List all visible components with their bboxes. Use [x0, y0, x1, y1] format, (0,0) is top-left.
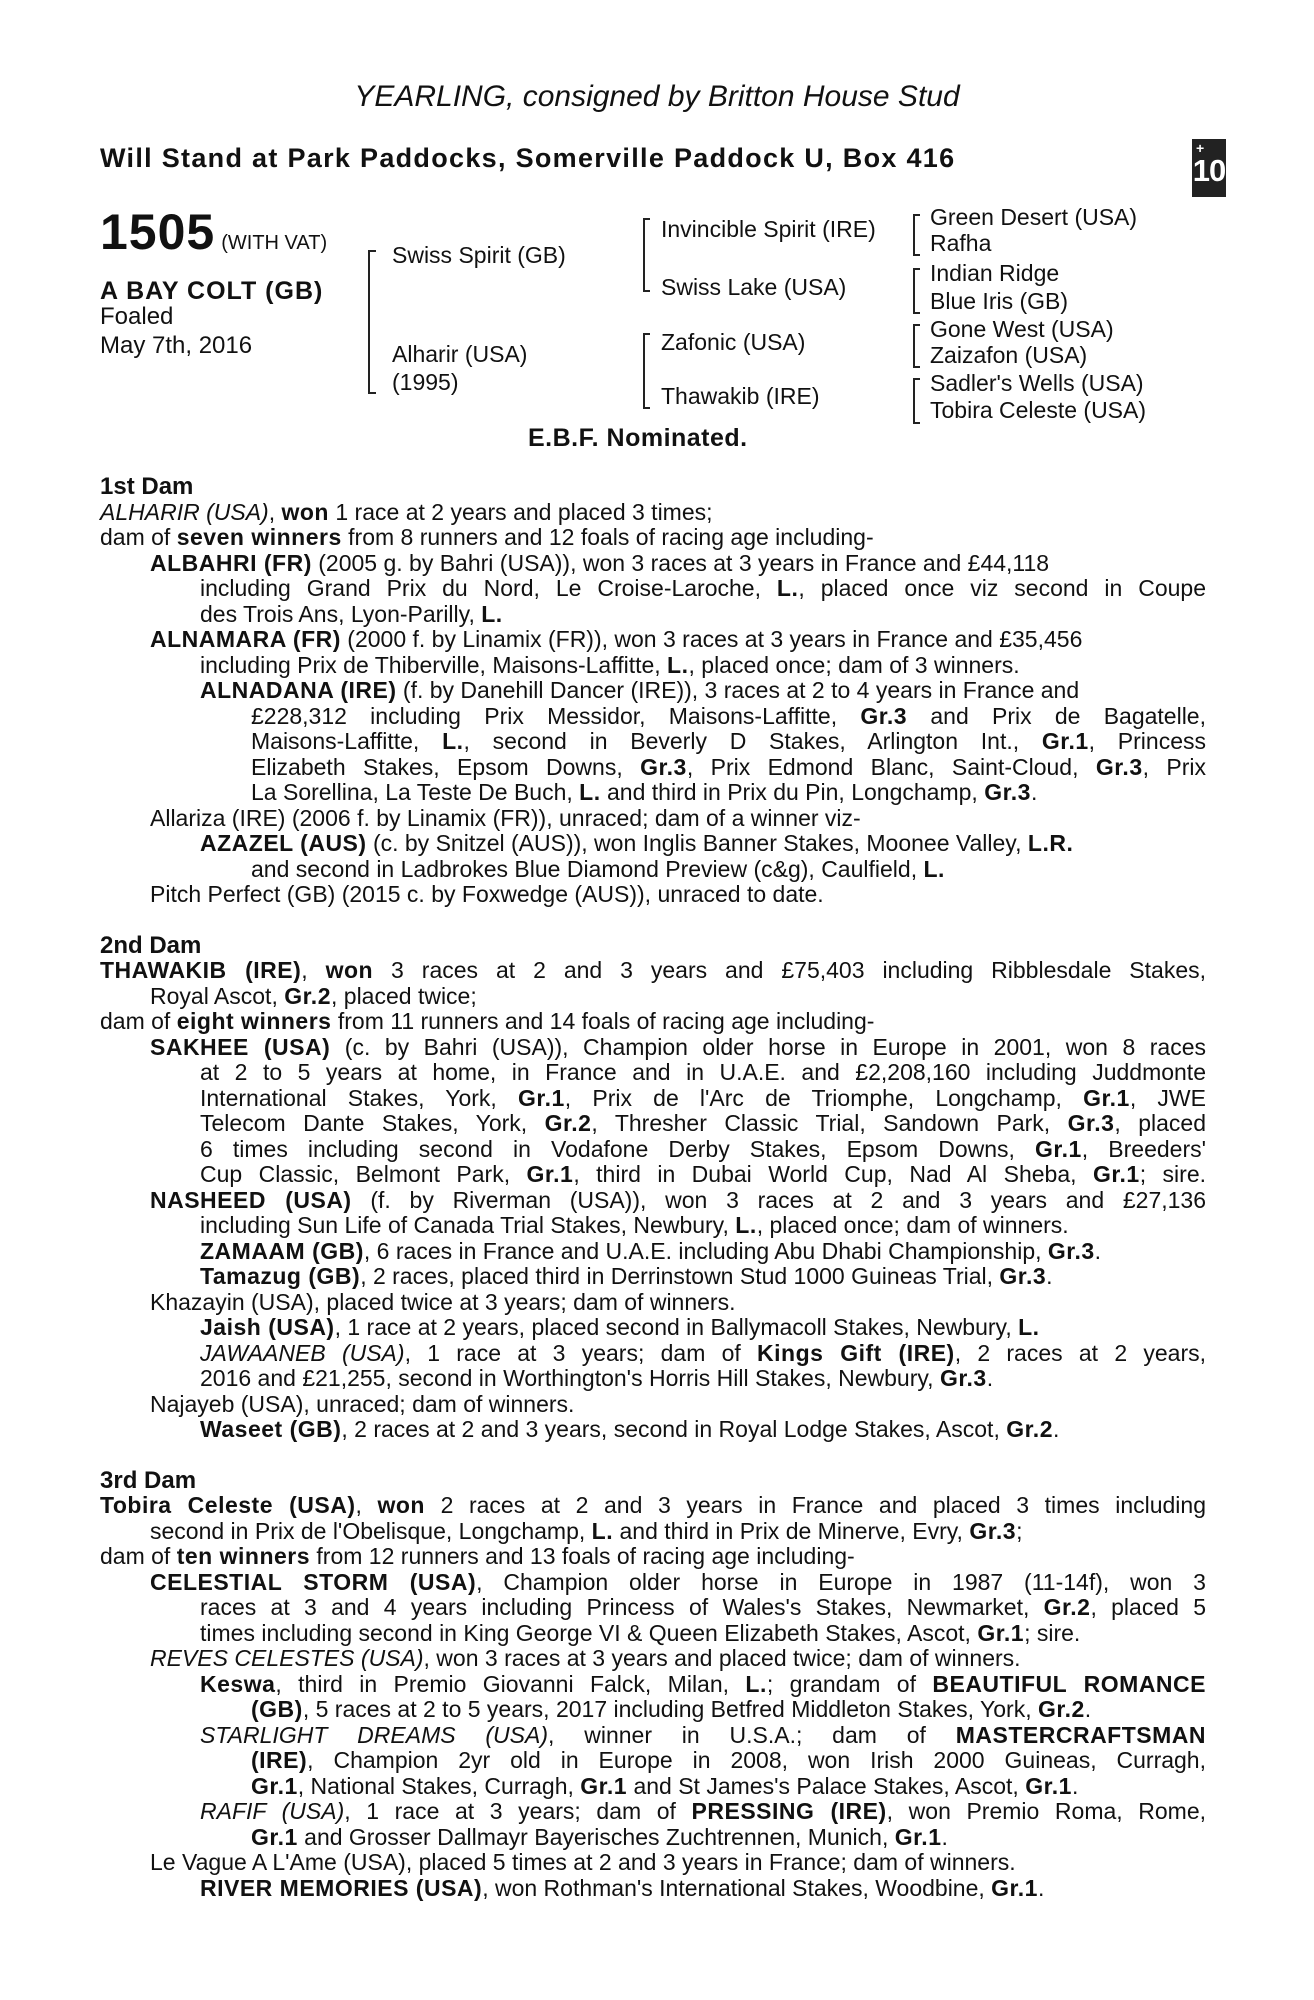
- pedigree-brace-g3d: [913, 378, 920, 424]
- line-text: £228,312 including Prix Messidor, Maisons-Laffitte,: [251, 702, 861, 729]
- pedigree-dam-year: (1995): [392, 369, 459, 395]
- lot-description: A BAY COLT (GB): [100, 277, 324, 305]
- second-dam-heading: 2nd Dam: [100, 931, 202, 959]
- line-text: dam of: [100, 524, 177, 550]
- line-text: .: [1046, 1263, 1053, 1289]
- line-text: , 1 race at 2 years, placed second in Ballymacoll Stakes, Newbury,: [334, 1314, 1019, 1340]
- line-text: 2016 and £21,255, second in Worthington's Horris Hill Stakes, Newbury,: [200, 1365, 940, 1391]
- emphasis-text: won: [377, 1492, 425, 1518]
- emphasis-text: Gr.3: [860, 702, 908, 729]
- second-dam-line: [100, 1137, 1206, 1163]
- emphasis-text: ALBAHRI (FR): [150, 549, 312, 576]
- third-dam-line: [100, 1748, 1206, 1774]
- pedigree-g3-2: Rafha: [930, 230, 992, 256]
- line-text: (c. by Snitzel (AUS)), won Inglis Banner Stakes, Moonee Valley,: [366, 830, 1028, 856]
- emphasis-text: Gr.1: [1025, 1772, 1072, 1799]
- line-text: , placed: [1114, 1110, 1207, 1136]
- line-text: .: [941, 1823, 948, 1850]
- third-dam-line: [100, 1850, 1206, 1876]
- emphasis-text: Gr.3: [984, 779, 1031, 805]
- line-text: and second in Ladbrokes Blue Diamond Preview (c&g), Caulfield,: [251, 855, 924, 882]
- second-dam-line: [100, 1392, 1206, 1418]
- pedigree-granddam-sire: Swiss Lake (USA): [661, 274, 847, 300]
- badge-plus: +: [1196, 140, 1205, 156]
- line-text: , won 3 races at 3 years and placed twice; dam of winners.: [423, 1645, 1021, 1671]
- line-text: , National Stakes, Curragh,: [297, 1772, 581, 1799]
- emphasis-text: Gr.1: [977, 1619, 1025, 1646]
- catalogue-body: [100, 474, 1206, 1901]
- pedigree-brace-g3b: [913, 268, 920, 314]
- line-text: , 1 race at 3 years; dam of: [344, 1798, 692, 1824]
- line-text: , 2 races at 2 and 3 years, second in Royal Lodge Stakes, Ascot,: [341, 1416, 1007, 1442]
- line-text: La Sorellina, La Teste De Buch,: [251, 779, 580, 805]
- emphasis-text: THAWAKIB (IRE): [100, 957, 302, 983]
- third-dam-line: [100, 1774, 1206, 1800]
- emphasis-text: ten winners: [176, 1543, 311, 1569]
- line-text: RAFIF (USA): [200, 1798, 345, 1824]
- first-dam-heading: 1st Dam: [100, 473, 194, 500]
- emphasis-text: ZAMAAM (GB): [200, 1237, 364, 1264]
- emphasis-text: won: [325, 957, 374, 983]
- pedigree-brace-g3c: [913, 324, 920, 368]
- third-dam-line: [100, 1876, 1206, 1902]
- pedigree-sire: Swiss Spirit (GB): [392, 242, 566, 268]
- first-dam-line: [100, 831, 1206, 857]
- line-text: (c. by Bahri (USA)), Champion older horse in Europe in 2001, won 8 races: [330, 1033, 1207, 1060]
- first-dam-line: [100, 551, 1206, 577]
- second-dam-line: [100, 1213, 1206, 1239]
- emphasis-text: Gr.1: [1083, 1084, 1130, 1111]
- line-text: , placed twice;: [331, 982, 477, 1009]
- line-text: dam of: [100, 1543, 177, 1569]
- line-text: 2 races at 2 and 3 years in France and placed 3 times including: [424, 1492, 1206, 1518]
- line-text: , Prix Edmond Blanc, Saint-Cloud,: [686, 753, 1096, 780]
- third-dam-line: [100, 1570, 1206, 1596]
- line-text: (f. by Riverman (USA)), won 3 races at 2 and 3 years and £27,136: [351, 1186, 1206, 1213]
- first-dam-line: [100, 729, 1206, 755]
- emphasis-text: ALNADANA (IRE): [200, 677, 397, 703]
- emphasis-text: L.: [442, 728, 464, 754]
- lot-badge: [1192, 139, 1226, 197]
- third-dam-line: [100, 1646, 1206, 1672]
- line-text: Najayeb (USA), unraced; dam of winners.: [150, 1390, 575, 1417]
- emphasis-text: SAKHEE (USA): [150, 1033, 331, 1060]
- line-text: and third in Prix de Minerve, Evry,: [613, 1517, 970, 1544]
- line-text: , Prix de l'Arc de Triomphe, Longchamp,: [564, 1084, 1084, 1111]
- line-text: REVES CELESTES (USA): [150, 1645, 424, 1671]
- line-text: STARLIGHT DREAMS (USA): [200, 1721, 549, 1748]
- emphasis-text: Gr.1: [251, 1772, 298, 1799]
- emphasis-text: BEAUTIFUL ROMANCE: [932, 1670, 1206, 1697]
- first-dam-line: [100, 627, 1206, 653]
- line-text: Pitch Perfect (GB) (2015 c. by Foxwedge (AUS)), unraced to date.: [150, 881, 824, 907]
- line-text: , 6 races in France and U.A.E. including Abu Dhabi Championship,: [363, 1237, 1048, 1264]
- line-text: including Prix de Thiberville, Maisons-Laffitte,: [200, 651, 668, 678]
- emphasis-text: L.: [481, 600, 503, 627]
- pedigree-brace-g3a: [913, 214, 920, 256]
- pedigree-g3-8: Tobira Celeste (USA): [930, 397, 1147, 423]
- line-text: and St James's Palace Stakes, Ascot,: [627, 1772, 1026, 1799]
- emphasis-text: eight winners: [176, 1008, 332, 1034]
- page-header-title: YEARLING, consigned by Britton House Stud: [354, 80, 960, 113]
- emphasis-text: Keswa: [200, 1670, 276, 1697]
- line-text: .: [1071, 1772, 1079, 1799]
- line-text: .: [1094, 1237, 1102, 1264]
- foaled-label: Foaled: [100, 303, 174, 330]
- pedigree-g3-5: Gone West (USA): [930, 316, 1114, 342]
- line-text: .: [986, 1365, 994, 1391]
- stand-location: Will Stand at Park Paddocks, Somerville Paddock U, Box 416: [100, 143, 956, 173]
- emphasis-text: CELESTIAL STORM (USA): [150, 1568, 477, 1595]
- line-text: ; grandam of: [766, 1670, 933, 1697]
- third-dam-line: [100, 1799, 1206, 1825]
- third-dam-line: [100, 1723, 1206, 1749]
- third-dam-line: [100, 1595, 1206, 1621]
- line-text: , JWE: [1129, 1084, 1206, 1111]
- third-dam-line: [100, 1493, 1206, 1519]
- second-dam-line: [100, 1035, 1206, 1061]
- line-text: Le Vague A L'Ame (USA), placed 5 times at 2 and 3 years in France; dam of winners.: [150, 1849, 1016, 1875]
- line-text: ,: [301, 957, 326, 983]
- line-text: , winner in U.S.A.; dam of: [548, 1721, 956, 1748]
- first-dam-line: [100, 602, 1206, 628]
- line-text: and Prix de Bagatelle,: [907, 702, 1206, 729]
- line-text: including Sun Life of Canada Trial Stakes, Newbury,: [200, 1212, 736, 1238]
- second-dam-line: [100, 1239, 1206, 1265]
- third-dam-line: [100, 1825, 1206, 1851]
- line-text: , Breeders': [1081, 1135, 1206, 1162]
- line-text: from 8 runners and 12 foals of racing age including-: [341, 524, 874, 550]
- second-dam-line: [100, 1086, 1206, 1112]
- second-dam-line: [100, 1009, 1206, 1035]
- line-text: from 11 runners and 14 foals of racing age including-: [331, 1008, 875, 1034]
- emphasis-text: Gr.3: [1067, 1110, 1115, 1136]
- first-dam-line: [100, 882, 1206, 908]
- line-text: des Trois Ans, Lyon-Parilly,: [200, 600, 482, 627]
- emphasis-text: Gr.3: [1047, 1237, 1095, 1264]
- emphasis-text: Gr.1: [894, 1823, 942, 1850]
- foaled-info: [100, 302, 252, 360]
- emphasis-text: L.: [735, 1212, 757, 1238]
- line-text: .: [1030, 779, 1038, 805]
- emphasis-text: L.: [579, 779, 601, 805]
- line-text: ; sire.: [1139, 1161, 1207, 1187]
- emphasis-text: (IRE): [251, 1747, 308, 1773]
- line-text: , Champion older horse in Europe in 1987 (11-14f), won 3: [476, 1568, 1206, 1595]
- third-dam-heading: 3rd Dam: [100, 1466, 197, 1494]
- emphasis-text: Gr.3: [640, 753, 687, 780]
- lot-number-value: 1505: [100, 204, 216, 260]
- line-text: 6 times including second in Vodafone Derby Stakes, Epsom Downs,: [200, 1135, 1036, 1162]
- pedigree-brace-main: [368, 250, 376, 394]
- line-text: ALHARIR (USA): [100, 498, 269, 525]
- pedigree-g3-7: Sadler's Wells (USA): [930, 370, 1144, 396]
- line-text: at 2 to 5 years at home, in France and in U.A.E. and £2,208,160 including Juddmonte: [200, 1059, 1206, 1085]
- second-dam-line: [100, 1111, 1206, 1137]
- line-text: , 2 races at 2 years,: [954, 1339, 1206, 1366]
- first-dam-line: [100, 525, 1206, 551]
- emphasis-text: Waseet (GB): [200, 1416, 342, 1442]
- emphasis-text: Gr.2: [544, 1110, 592, 1136]
- line-text: Khazayin (USA), placed twice at 3 years; dam of winners.: [150, 1288, 736, 1315]
- pedigree-dam: Alharir (USA): [392, 341, 528, 367]
- emphasis-text: (GB): [251, 1696, 303, 1722]
- vat-label: (WITH VAT): [221, 232, 328, 254]
- line-text: JAWAANEB (USA): [200, 1339, 405, 1366]
- emphasis-text: Gr.3: [939, 1365, 987, 1391]
- emphasis-text: L.: [745, 1670, 767, 1697]
- emphasis-text: L.R.: [1027, 830, 1074, 856]
- third-dam-line: [100, 1697, 1206, 1723]
- line-text: , Prix: [1142, 753, 1206, 780]
- second-dam-line: [100, 1290, 1206, 1316]
- second-dam-line: [100, 984, 1206, 1010]
- second-dam-line: [100, 1315, 1206, 1341]
- line-text: ,: [355, 1492, 378, 1518]
- foaled-date: May 7th, 2016: [100, 332, 253, 359]
- emphasis-text: L.: [776, 575, 799, 601]
- pedigree-g3-1: Green Desert (USA): [930, 204, 1138, 230]
- line-text: ,: [268, 498, 282, 525]
- line-text: , third in Dubai World Cup, Nad Al Sheba,: [573, 1161, 1093, 1187]
- emphasis-text: MASTERCRAFTSMAN: [955, 1721, 1206, 1748]
- line-text: Allariza (IRE) (2006 f. by Linamix (FR)), unraced; dam of a winner viz-: [150, 804, 861, 831]
- emphasis-text: L.: [1018, 1314, 1040, 1340]
- first-dam-line: [100, 500, 1206, 526]
- line-text: , Champion 2yr old in Europe in 2008, won Irish 2000 Guineas, Curragh,: [307, 1747, 1206, 1773]
- line-text: including Grand Prix du Nord, Le Croise-Laroche,: [200, 575, 777, 601]
- emphasis-text: Gr.1: [1092, 1161, 1140, 1187]
- emphasis-text: won: [281, 498, 329, 525]
- emphasis-text: seven winners: [176, 524, 342, 550]
- emphasis-text: ALNAMARA (FR): [150, 626, 341, 652]
- line-text: , won Rothman's International Stakes, Woodbine,: [482, 1874, 992, 1901]
- third-dam-line: [100, 1519, 1206, 1545]
- line-text: dam of: [100, 1008, 177, 1034]
- first-dam-line: [100, 653, 1206, 679]
- second-dam-line: [100, 1188, 1206, 1214]
- line-text: , 2 races, placed third in Derrinstown Stud 1000 Guineas Trial,: [360, 1263, 1000, 1289]
- first-dam-line: [100, 576, 1206, 602]
- line-text: Elizabeth Stakes, Epsom Downs,: [251, 753, 641, 780]
- emphasis-text: L.: [667, 651, 689, 678]
- lot-number: [100, 203, 327, 261]
- emphasis-text: Gr.1: [991, 1874, 1038, 1901]
- first-dam-line: [100, 806, 1206, 832]
- line-text: Maisons-Laffitte,: [251, 728, 443, 754]
- line-text: ; sire.: [1024, 1619, 1081, 1646]
- line-text: , placed 5: [1090, 1594, 1206, 1620]
- emphasis-text: Gr.3: [969, 1517, 1017, 1544]
- pedigree-g3-4: Blue Iris (GB): [930, 288, 1069, 314]
- first-dam-line: [100, 755, 1206, 781]
- line-text: International Stakes, York,: [200, 1084, 519, 1111]
- emphasis-text: AZAZEL (AUS): [200, 830, 367, 856]
- first-dam-line: [100, 678, 1206, 704]
- emphasis-text: Gr.2: [1043, 1594, 1091, 1620]
- first-dam-section: [100, 500, 1206, 908]
- line-text: , 5 races at 2 to 5 years, 2017 including Betfred Middleton Stakes, York,: [302, 1696, 1038, 1722]
- second-dam-line: [100, 1341, 1206, 1367]
- emphasis-text: PRESSING (IRE): [691, 1798, 887, 1824]
- second-dam-line: [100, 1162, 1206, 1188]
- line-text: , placed once; dam of winners.: [756, 1212, 1069, 1238]
- second-dam-line: [100, 1417, 1206, 1443]
- second-dam-line: [100, 1264, 1206, 1290]
- emphasis-text: Gr.2: [284, 982, 331, 1009]
- emphasis-text: Gr.2: [1006, 1416, 1053, 1442]
- pedigree-dam-dam: Thawakib (IRE): [661, 383, 820, 409]
- emphasis-text: Kings Gift (IRE): [757, 1339, 955, 1366]
- pedigree-brace-sire: [643, 218, 650, 292]
- emphasis-text: Gr.3: [999, 1263, 1047, 1289]
- line-text: .: [1037, 1874, 1045, 1901]
- pedigree-dam-sire: Zafonic (USA): [661, 329, 806, 355]
- third-dam-line: [100, 1672, 1206, 1698]
- line-text: , Thresher Classic Trial, Sandown Park,: [591, 1110, 1068, 1136]
- second-dam-line: [100, 1366, 1206, 1392]
- line-text: .: [1053, 1416, 1060, 1442]
- second-dam-section: [100, 958, 1206, 1443]
- line-text: second in Prix de l'Obelisque, Longchamp,: [150, 1517, 592, 1544]
- emphasis-text: Gr.1: [518, 1084, 565, 1111]
- line-text: times including second in King George VI & Queen Elizabeth Stakes, Ascot,: [200, 1619, 978, 1646]
- emphasis-text: Gr.1: [580, 1772, 628, 1799]
- pedigree-g3-6: Zaizafon (USA): [930, 342, 1088, 368]
- line-text: Royal Ascot,: [150, 982, 285, 1009]
- emphasis-text: Gr.3: [1095, 753, 1143, 780]
- pedigree-g3-3: Indian Ridge: [930, 260, 1060, 286]
- third-dam-line: [100, 1544, 1206, 1570]
- line-text: , 1 race at 3 years; dam of: [404, 1339, 758, 1366]
- pedigree-brace-dam: [643, 333, 650, 409]
- line-text: , placed once; dam of 3 winners.: [688, 651, 1020, 678]
- emphasis-text: Gr.1: [526, 1161, 574, 1187]
- line-text: 3 races at 2 and 3 years and £75,403 including Ribblesdale Stakes,: [373, 957, 1207, 983]
- emphasis-text: Gr.1: [251, 1823, 298, 1850]
- line-text: Cup Classic, Belmont Park,: [200, 1161, 527, 1187]
- line-text: 1 race at 2 years and placed 3 times;: [328, 498, 713, 525]
- line-text: , won Premio Roma, Rome,: [886, 1798, 1207, 1824]
- second-dam-line: [100, 1060, 1206, 1086]
- pedigree-grandsire: Invincible Spirit (IRE): [661, 216, 876, 242]
- third-dam-section: [100, 1493, 1206, 1901]
- emphasis-text: RIVER MEMORIES (USA): [200, 1874, 483, 1901]
- emphasis-text: L.: [591, 1517, 614, 1544]
- line-text: and third in Prix du Pin, Longchamp,: [600, 779, 985, 805]
- first-dam-line: [100, 857, 1206, 883]
- badge-number: 10: [1192, 153, 1226, 188]
- emphasis-text: Jaish (USA): [200, 1314, 335, 1340]
- line-text: .: [1084, 1696, 1092, 1722]
- line-text: (2005 g. by Bahri (USA)), won 3 races at 3 years in France and £44,118: [311, 549, 1050, 576]
- line-text: races at 3 and 4 years including Princess of Wales's Stakes, Newmarket,: [200, 1594, 1044, 1620]
- line-text: (2000 f. by Linamix (FR)), won 3 races at 3 years in France and £35,456: [340, 626, 1083, 652]
- first-dam-line: [100, 704, 1206, 730]
- emphasis-text: Gr.1: [1041, 728, 1089, 754]
- first-dam-line: [100, 780, 1206, 806]
- third-dam-line: [100, 1621, 1206, 1647]
- line-text: , third in Premio Giovanni Falck, Milan,: [275, 1670, 746, 1697]
- ebf-nomination: E.B.F. Nominated.: [528, 424, 748, 452]
- line-text: , Princess: [1088, 728, 1206, 754]
- line-text: , second in Beverly D Stakes, Arlington Int.,: [463, 728, 1042, 754]
- line-text: , placed once viz second in Coupe: [798, 575, 1206, 601]
- line-text: ;: [1016, 1517, 1023, 1544]
- emphasis-text: NASHEED (USA): [150, 1186, 352, 1213]
- emphasis-text: Tobira Celeste (USA): [100, 1492, 356, 1518]
- emphasis-text: Tamazug (GB): [200, 1263, 361, 1289]
- emphasis-text: L.: [923, 855, 945, 882]
- line-text: Telecom Dante Stakes, York,: [200, 1110, 545, 1136]
- emphasis-text: Gr.2: [1038, 1696, 1085, 1722]
- line-text: and Grosser Dallmayr Bayerisches Zuchtrennen, Munich,: [297, 1823, 895, 1850]
- emphasis-text: Gr.1: [1035, 1135, 1082, 1162]
- second-dam-line: [100, 958, 1206, 984]
- line-text: from 12 runners and 13 foals of racing age including-: [310, 1543, 855, 1569]
- line-text: (f. by Danehill Dancer (IRE)), 3 races at 2 to 4 years in France and: [396, 677, 1080, 703]
